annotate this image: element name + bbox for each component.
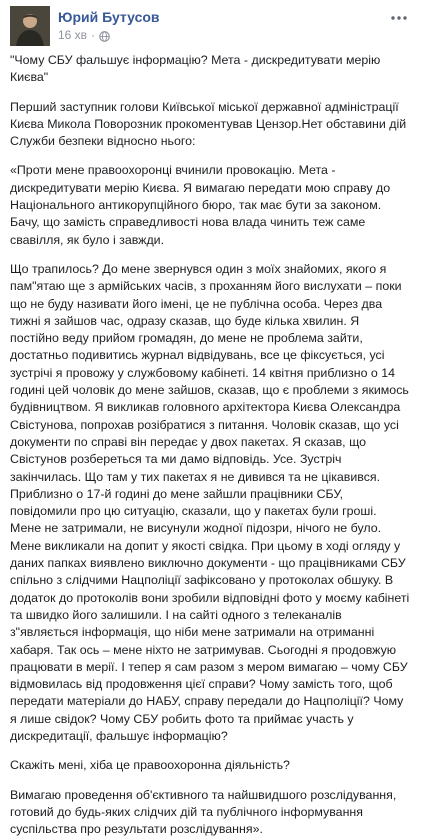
separator: ·: [91, 28, 96, 42]
post-header: [10, 6, 411, 50]
post-meta: [58, 6, 387, 43]
post-time[interactable]: 16 хв: [58, 28, 88, 42]
more-options-icon[interactable]: [387, 8, 411, 28]
post-paragraph: Скажіть мені, хіба це правоохоронна діяльність?: [10, 758, 290, 773]
post-paragraph: Що трапилось? До мене звернувся один з моїх знайомих, якого я пам"ятаю ще з армійських часів, з проханням його вислухати – поки що не буду називати його імені, це не публічна особа. Через два тижні я зайшов час, одразу сказав, що буде кілька хвилин. Я постійно веду прийом громадян, до мене не проблема зайти, достатньо подивитись журнал відвідувань, все це фіксується, усі зустрічі я провожу у службовому кабінеті. 14 квітня приблизно о 14 годині цей чоловік до мене зайшов, сказав, що є проблеми з якимось будівництвом. Я викликав головного архітектора Києва Олександра Свістунова, попрохав розібратися з питання. Чоловік сказав, що усі документи по справі він передає у двох пакетах. Я сказав, що Свістунов розбереться та ми дамо відповідь. Усе. Зустріч закінчилась. Що там у тих пакетах я не дивився та не цікавився. Приблизно о 17-й годині до мене зайшли працівники СБУ, повідомили про цю ситуацію, сказали, що у пакетах були гроші. Мене не затримали, не висунули жодної підозри, нічого не було. Мене викликали на допит у якості свідка. При цьому в ході огляду у даних папках виявлено виключно документи - що працівниками СБУ спільно з слідчими Нацполіції зафіксовано у протоколах обшуку. В додаток до протоколів вони зробили відповідні фото у моєму кабінеті та швидко його залишили. І на сайті одного з телеканалів з"являється інформація, що ніби мене затримали на отриманні хабаря. Так ось – мене ніхто не затримував. Сьогодні я продовжую працювати в мерії. І тепер я сам разом з мером вимагаю – чому СБУ відмовилась від продовження цієї справи? Чому замість того, щоб передати матеріали до НАБУ, справу передали до Нацполіції? Чому я лише свідок? Чому СБУ робить фото та приймає участь у дискредитації, фальшує інформацію?: [10, 261, 410, 743]
author-name[interactable]: Юрий Бутусов: [58, 9, 160, 25]
globe-icon[interactable]: [99, 30, 110, 41]
post-paragraph: Перший заступник голови Київської міської державної адміністрації Києва Микола Поворозник прокоментував Цензор.Нет обставини дій Служби безпеки відносно нього:: [10, 99, 407, 149]
post-headline: "Чому СБУ фальшує інформацію? Мета - дискредитувати мерію Києва": [10, 53, 381, 85]
timestamp-row: [58, 27, 387, 43]
avatar-image: [10, 6, 50, 46]
post-paragraph: Вимагаю проведення об'єктивного та найшвидшого розслідування, готовий до будь-яких слідчих дій та публічного інформування суспільства про результати розслідування».: [10, 787, 397, 837]
post-paragraph: «Проти мене правоохоронці вчинили провокацію. Мета - дискредитувати мерію Києва. Я вимагаю передати мою справу до Національного антикорупційного бюро, так має бути за законом. Бачу, що замість справедливості нова влада чинить теж саме свавілля, як було і завжди.: [10, 163, 391, 247]
post-body: [10, 52, 411, 838]
author-avatar[interactable]: [10, 6, 50, 46]
